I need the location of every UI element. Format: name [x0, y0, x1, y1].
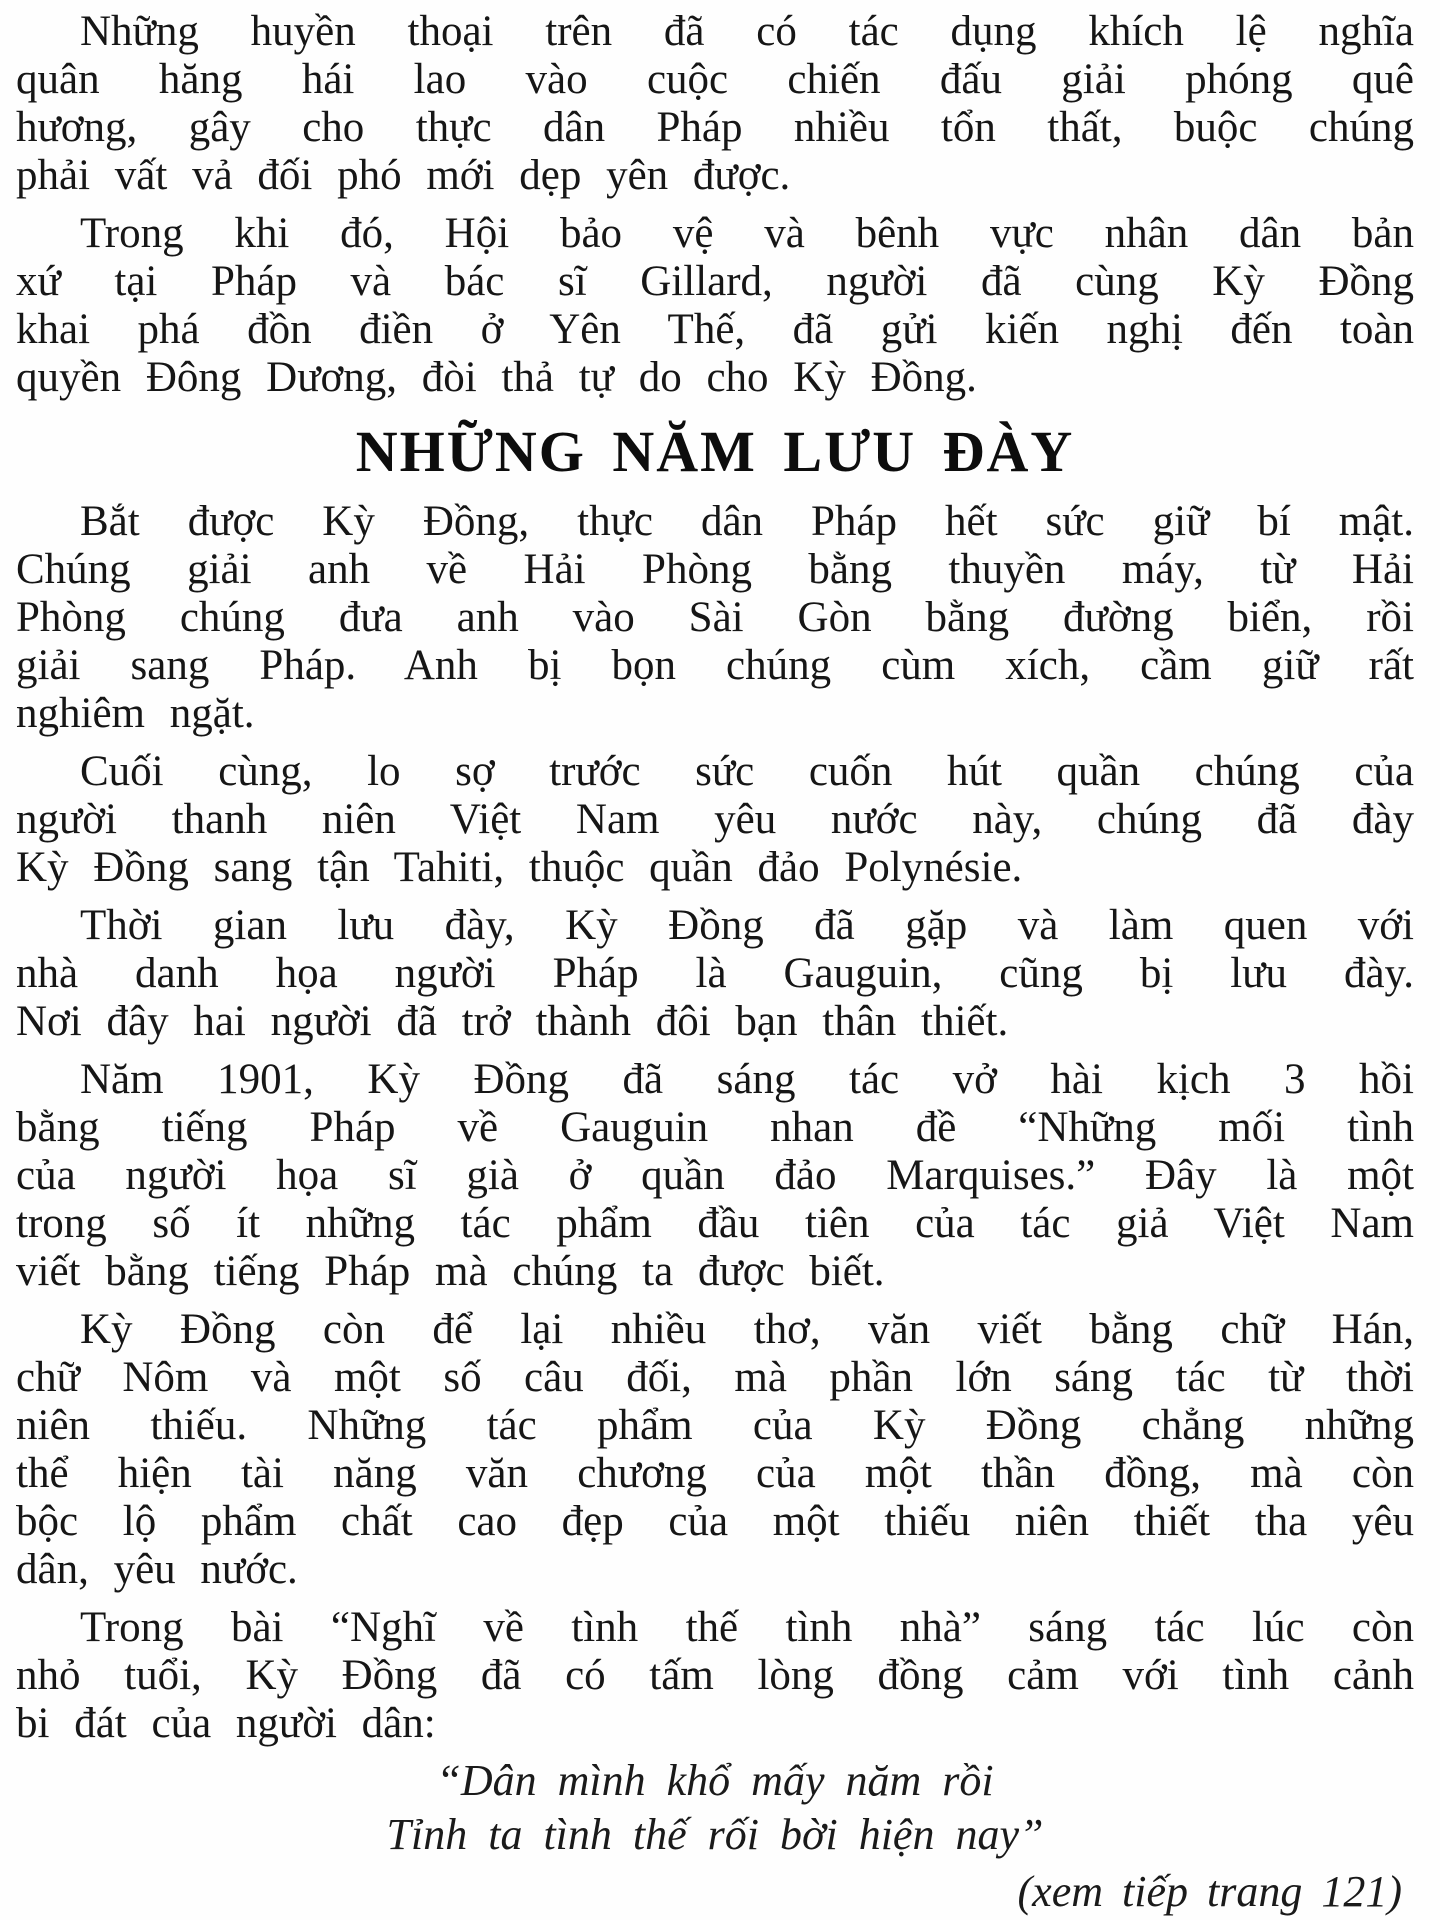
continuation-note: (xem tiếp trang 121) — [1017, 1867, 1402, 1916]
text-line: Kỳ Đồng sang tận Tahiti, thuộc quần đảo Polynésie. — [16, 844, 1023, 891]
text-line: trong số ít những tác phẩm đầu tiên của tác giả Việt Nam — [16, 1200, 1414, 1247]
text-line: thể hiện tài năng văn chương của một thần đồng, mà còn — [16, 1450, 1414, 1497]
text-line: dân, yêu nước. — [16, 1546, 298, 1593]
paragraph-3 — [16, 498, 1414, 738]
text-line: Trong khi đó, Hội bảo vệ và bênh vực nhân dân bản — [80, 210, 1414, 257]
verse-quote — [16, 1754, 1414, 1862]
paragraph-2 — [16, 210, 1414, 402]
text-line: người thanh niên Việt Nam yêu nước này, chúng đã đày — [16, 796, 1414, 843]
text-line: xứ tại Pháp và bác sĩ Gillard, người đã cùng Kỳ Đồng — [16, 258, 1414, 305]
text-line: hương, gây cho thực dân Pháp nhiều tổn thất, buộc chúng — [16, 104, 1414, 151]
text-line: quân hăng hái lao vào cuộc chiến đấu giải phóng quê — [16, 56, 1414, 103]
text-line: Nơi đây hai người đã trở thành đôi bạn thân thiết. — [16, 998, 1009, 1045]
verse-line-1: “Dân mình khổ mấy năm rồi — [436, 1756, 994, 1805]
paragraph-1 — [16, 8, 1414, 200]
text-line: nhà danh họa người Pháp là Gauguin, cũng bị lưu đày. — [16, 950, 1414, 997]
text-line: bằng tiếng Pháp về Gauguin nhan đề “Những mối tình — [16, 1104, 1414, 1151]
text-line: Phòng chúng đưa anh vào Sài Gòn bằng đường biển, rồi — [16, 594, 1414, 641]
text-line: bộc lộ phẩm chất cao đẹp của một thiếu niên thiết tha yêu — [16, 1498, 1414, 1545]
text-line: Kỳ Đồng còn để lại nhiều thơ, văn viết bằng chữ Hán, — [80, 1306, 1414, 1353]
text-line: Bắt được Kỳ Đồng, thực dân Pháp hết sức giữ bí mật. — [80, 498, 1414, 545]
text-line: Chúng giải anh về Hải Phòng bằng thuyền máy, từ Hải — [16, 546, 1414, 593]
text-line: bi đát của người dân: — [16, 1700, 436, 1747]
text-line: chữ Nôm và một số câu đối, mà phần lớn sáng tác từ thời — [16, 1354, 1414, 1401]
text-line: nhỏ tuổi, Kỳ Đồng đã có tấm lòng đồng cảm với tình cảnh — [16, 1652, 1414, 1699]
text-line: viết bằng tiếng Pháp mà chúng ta được biết. — [16, 1248, 885, 1295]
section-heading: NHỮNG NĂM LƯU ĐÀY — [355, 419, 1075, 484]
text-line: khai phá đồn điền ở Yên Thế, đã gửi kiến nghị đến toàn — [16, 306, 1414, 353]
paragraph-6 — [16, 1056, 1414, 1296]
paragraph-7 — [16, 1306, 1414, 1594]
text-line: nghiêm ngặt. — [16, 690, 255, 737]
text-line: quyền Đông Dương, đòi thả tự do cho Kỳ Đồng. — [16, 354, 977, 401]
verse-line-2: Tỉnh ta tình thế rối bời hiện nay” — [386, 1810, 1044, 1859]
text-line: của người họa sĩ già ở quần đảo Marquises.” Đây là một — [16, 1152, 1414, 1199]
paragraph-5 — [16, 902, 1414, 1046]
paragraph-4 — [16, 748, 1414, 892]
text-line: phải vất vả đối phó mới dẹp yên được. — [16, 152, 791, 199]
text-line: niên thiếu. Những tác phẩm của Kỳ Đồng chẳng những — [16, 1402, 1414, 1449]
paragraph-8 — [16, 1604, 1414, 1748]
text-line: Năm 1901, Kỳ Đồng đã sáng tác vở hài kịch 3 hồi — [80, 1056, 1414, 1103]
text-line: giải sang Pháp. Anh bị bọn chúng cùm xích, cầm giữ rất — [16, 642, 1414, 689]
text-line: Thời gian lưu đày, Kỳ Đồng đã gặp và làm quen với — [80, 902, 1414, 949]
text-line: Trong bài “Nghĩ về tình thế tình nhà” sáng tác lúc còn — [80, 1604, 1414, 1651]
text-line: Cuối cùng, lo sợ trước sức cuốn hút quần chúng của — [80, 748, 1414, 795]
text-line: Những huyền thoại trên đã có tác dụng khích lệ nghĩa — [80, 8, 1414, 55]
